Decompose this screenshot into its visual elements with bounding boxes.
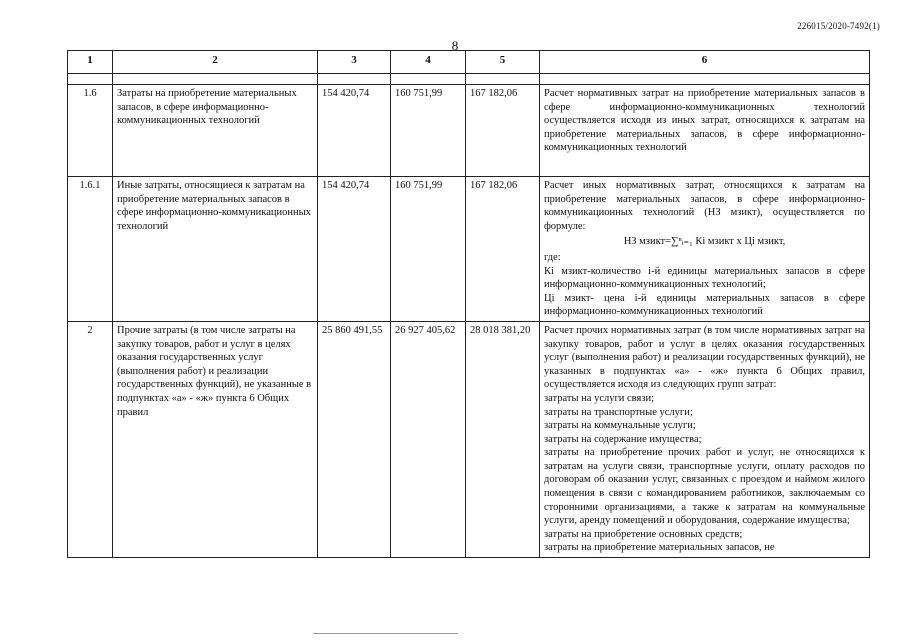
table-cell [113,74,318,85]
amount-col4: 160 751,99 [391,85,466,177]
table-row [68,321,870,557]
expenses-table [67,50,870,558]
list-item: затраты на содержание имущества; [544,433,702,445]
list-item: затраты на приобретение материальных запасов, не [544,542,775,554]
amount-col3: 154 420,74 [318,177,391,322]
row-description [540,321,870,557]
amount-col5: 167 182,06 [466,177,540,322]
page-bottom-divider [313,633,458,634]
table-cell [540,74,870,85]
row-name: Иные затраты, относящиеся к затратам на приобретение материальных запасов в сфере информационно-коммуникационных технологий [113,177,318,322]
description-intro: Расчет иных нормативных затрат, относящихся к затратам на приобретение материальных запасов, в сфере информационно-коммуникационных технологий (НЗ мзикт), осуществляется по формуле: [544,180,865,232]
column-header: 4 [391,51,466,74]
table-gap-row [68,74,870,85]
table-header-row [68,51,870,74]
list-item: затраты на транспортные услуги; [544,406,693,418]
column-header: 6 [540,51,870,74]
column-header: 2 [113,51,318,74]
row-number: 2 [68,321,113,557]
table-cell [391,74,466,85]
row-name: Затраты на приобретение материальных запасов, в сфере информационно-коммуникационных технологий [113,85,318,177]
amount-col3: 25 860 491,55 [318,321,391,557]
where-label: где: [544,251,561,263]
row-number: 1.6 [68,85,113,177]
row-number: 1.6.1 [68,177,113,322]
amount-col5: 28 018 381,20 [466,321,540,557]
amount-col3: 154 420,74 [318,85,391,177]
column-header: 1 [68,51,113,74]
list-item: затраты на коммунальные услуги; [544,420,696,432]
amount-col5: 167 182,06 [466,85,540,177]
column-header: 5 [466,51,540,74]
list-item: затраты на приобретение основных средств; [544,528,743,540]
description-intro: Расчет прочих нормативных затрат (в том числе нормативных затрат на закупку товаров, работ и услуг в целях оказания государственных услуг (выполнения работ) и реализации государственных функций), не указанных в подпунктах «а» - «ж» пункта 6 Общих правил, осуществляется исходя из следующих групп затрат: [544,324,865,391]
formula: НЗ мзикт=∑ⁿᵢ₌₁ Кi мзикт х Цi мзикт, [623,236,786,248]
document-id: 226015/2020-7492(1) [797,21,880,31]
list-item: затраты на приобретение прочих работ и услуг, не относящихся к затратам на услуги связи, транспортные услуги, оплату расходов по договорам об оказании услуг, связанных с проездом и наймом жилого помещения в связи с командированием работников, заключаемым со сторонними организациями, а также к затратам на коммунальные услуги, аренду помещений и оборудования, содержание имущества; [544,447,865,527]
definition-k: Кi мзикт-количество i-й единицы материальных запасов в сфере информационно-коммуникационных технологий; [544,265,865,291]
row-description [540,177,870,322]
table-row [68,85,870,177]
table-cell [318,74,391,85]
amount-col4: 160 751,99 [391,177,466,322]
list-item: затраты на услуги связи; [544,392,655,404]
column-header: 3 [318,51,391,74]
table-cell [466,74,540,85]
amount-col4: 26 927 405,62 [391,321,466,557]
table-cell [68,74,113,85]
row-description: Расчет нормативных затрат на приобретение материальных запасов в сфере информационно-коммуникационных технологий осуществляется исходя из иных затрат, относящихся к затратам на приобретение материальных запасов, в сфере информационно-коммуникационных технологий [540,85,870,177]
row-name: Прочие затраты (в том числе затраты на закупку товаров, работ и услуг в целях оказания государственных услуг (выполнения работ) и реализации государственных функций), не указанные в подпунктах «а» - «ж» пункта 6 Общих правил [113,321,318,557]
page-number: 8 [451,38,459,53]
definition-c: Цi мзикт- цена i-й единицы материальных запасов в сфере информационно-коммуникационных технологий [544,292,865,318]
table-row [68,177,870,322]
